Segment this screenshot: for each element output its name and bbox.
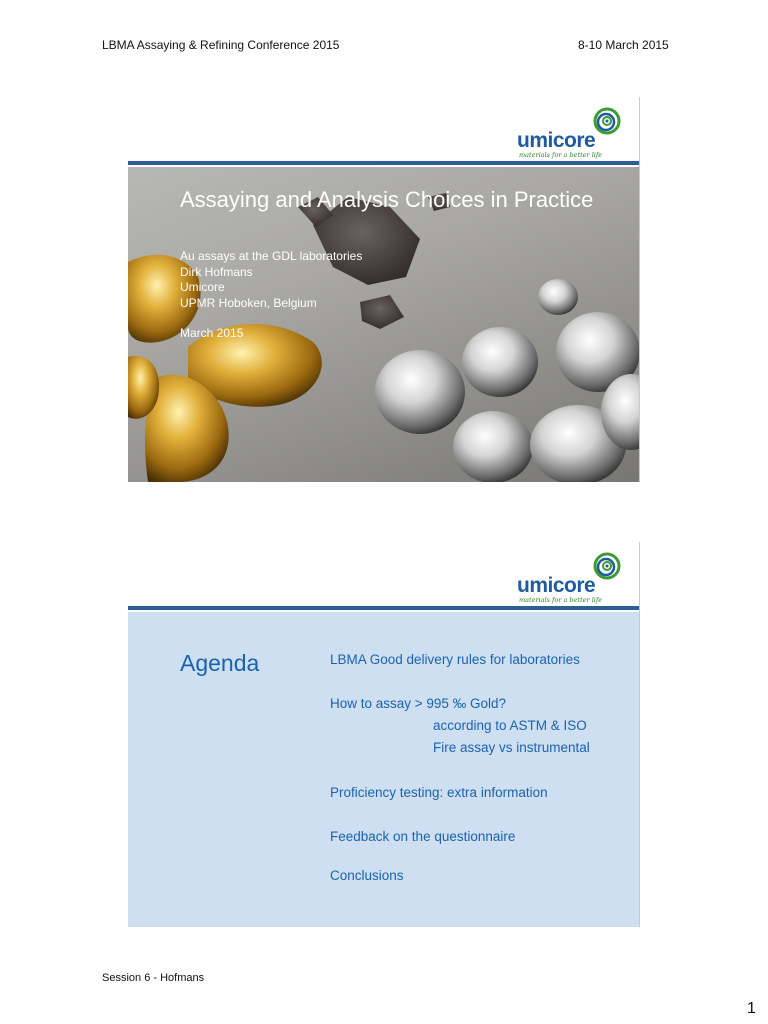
swirl-icon <box>591 552 621 582</box>
slide-title <box>128 97 640 482</box>
agenda-item: Feedback on the questionnaire <box>330 829 516 844</box>
logo-wordmark: umicore <box>517 129 596 152</box>
agenda-item: How to assay > 995 ‰ Gold? <box>330 696 506 711</box>
slide-title-text: Assaying and Analysis Choices in Practice <box>180 187 594 212</box>
umicore-logo <box>517 552 627 604</box>
swirl-icon <box>591 107 621 137</box>
logo-band <box>128 542 639 608</box>
logo-tagline: materials for a better life <box>519 151 603 159</box>
presenter-name: Dirk Hofmans <box>180 264 253 279</box>
header-conference: LBMA Assaying & Refining Conference 2015 <box>102 38 340 52</box>
background-photo <box>128 167 639 482</box>
agenda-heading: Agenda <box>180 650 260 676</box>
page-number: 1 <box>747 1000 756 1017</box>
logo-tagline: materials for a better life <box>519 596 603 604</box>
company-name: Umicore <box>180 280 225 294</box>
header-date: 8-10 March 2015 <box>578 38 669 52</box>
presentation-date: March 2015 <box>180 326 244 340</box>
logo-band <box>128 97 639 163</box>
agenda-subitem: Fire assay vs instrumental <box>433 740 590 755</box>
subtitle-line: Au assays at the GDL laboratories <box>180 249 363 263</box>
logo-wordmark: umicore <box>517 574 596 597</box>
agenda-subitem: according to ASTM & ISO <box>433 718 587 733</box>
agenda-item: Conclusions <box>330 868 404 883</box>
divider-rule <box>128 161 639 165</box>
slide-agenda <box>128 542 640 927</box>
divider-rule <box>128 606 639 610</box>
footer-session: Session 6 - Hofmans <box>102 972 205 984</box>
agenda-item: Proficiency testing: extra information <box>330 785 548 800</box>
location: UPMR Hoboken, Belgium <box>180 295 317 310</box>
agenda-item: LBMA Good delivery rules for laboratories <box>330 652 580 667</box>
slide-subtitle-block <box>180 249 362 342</box>
umicore-logo <box>517 107 627 159</box>
agenda-panel <box>128 612 639 927</box>
